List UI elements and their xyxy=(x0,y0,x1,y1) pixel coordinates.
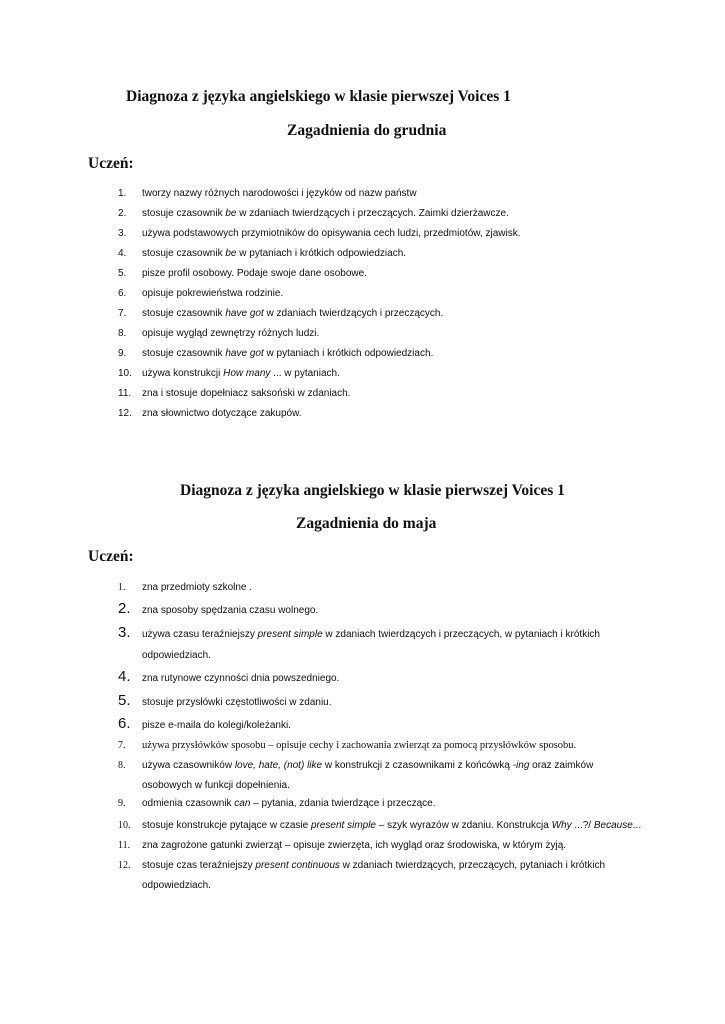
list-item-text xyxy=(142,673,339,684)
list-item-number: 2. xyxy=(118,208,127,219)
list-item-text xyxy=(142,798,436,809)
list-item-text xyxy=(142,740,576,751)
item-text-part: zna rutynowe czynności dnia powszedniego. xyxy=(142,673,340,684)
item-text-part: osobowych w funkcji dopełnienia. xyxy=(142,780,290,791)
list-item-number: 10. xyxy=(118,368,132,379)
list-item-text xyxy=(142,288,283,299)
list-item-text xyxy=(142,188,417,199)
italic-term: present simple xyxy=(257,629,323,640)
list-item-text xyxy=(142,388,350,399)
item-text-part: stosuje czasownik xyxy=(142,208,226,219)
section1-student-label: Uczeń: xyxy=(88,155,134,172)
list-item-number: 2. xyxy=(118,600,131,617)
item-text-part: ... xyxy=(632,820,642,831)
list-item-text xyxy=(142,629,600,640)
item-text-part: zna słownictwo dotyczące zakupów. xyxy=(142,408,302,419)
italic-term: have got xyxy=(225,308,264,319)
item-text-part: – szyk wyrazów w zdaniu. Konstrukcja xyxy=(376,820,552,831)
item-text-part: zna zagrożone gatunki zwierząt – opisuje zwierzęta, ich wygląd oraz środowiska, w którym żyją. xyxy=(142,840,567,851)
italic-term: How many xyxy=(223,368,271,379)
item-text-part: zna przedmioty szkolne . xyxy=(142,582,253,593)
item-text-part: używa konstrukcji xyxy=(142,368,224,379)
italic-term: be xyxy=(225,248,237,259)
list-item-continuation xyxy=(142,650,211,661)
list-item-number: 7. xyxy=(118,740,126,751)
item-text-part: zna i stosuje dopełniacz saksoński w zdaniach. xyxy=(142,388,351,399)
list-item-text xyxy=(142,328,319,339)
list-item-number: 3. xyxy=(118,624,131,641)
list-item-number: 7. xyxy=(118,308,127,319)
italic-term: love, hate, (not) like xyxy=(234,760,323,771)
list-item-number: 11. xyxy=(118,388,132,399)
italic-term: can xyxy=(234,798,251,809)
italic-term: be xyxy=(225,208,237,219)
item-text-part: stosuje czasownik xyxy=(142,248,226,259)
section2-student-label: Uczeń: xyxy=(88,548,134,565)
list-item-text xyxy=(142,860,605,871)
list-item-number: 8. xyxy=(118,760,126,771)
item-text-part: odmienia czasownik xyxy=(142,798,235,809)
item-text-part: pisze profil osobowy. Podaje swoje dane osobowe. xyxy=(142,268,367,279)
item-text-part: w zdaniach twierdzących i przeczących, w pytaniach i krótkich xyxy=(322,629,600,640)
list-item-number: 6. xyxy=(118,288,127,299)
list-item-continuation xyxy=(142,780,290,791)
italic-term: Why xyxy=(551,820,572,831)
item-text-part: używa przysłówków sposobu – opisuje cechy i zachowania zwierząt za pomocą przysłówków sposobu. xyxy=(142,740,577,751)
list-item-number: 4. xyxy=(118,668,131,685)
item-text-part: oraz zaimków xyxy=(529,760,594,771)
list-item-text xyxy=(142,820,641,831)
list-item-text xyxy=(142,760,593,771)
list-item-number: 10. xyxy=(118,820,131,831)
item-text-part: stosuje czas teraźniejszy xyxy=(142,860,256,871)
list-item-number: 9. xyxy=(118,798,126,809)
item-text-part: używa czasu teraźniejszy xyxy=(142,629,258,640)
list-item-number: 1. xyxy=(118,188,127,199)
item-text-part: stosuje konstrukcje pytające w czasie xyxy=(142,820,311,831)
section1-title: Diagnoza z języka angielskiego w klasie pierwszej Voices 1 xyxy=(126,88,511,105)
list-item-number: 5. xyxy=(118,692,131,709)
list-item-text xyxy=(142,605,318,616)
item-text-part: w pytaniach i krótkich odpowiedziach. xyxy=(236,248,407,259)
list-item-text xyxy=(142,697,332,708)
list-item-text xyxy=(142,308,443,319)
list-item-number: 4. xyxy=(118,248,127,259)
item-text-part: opisuje wygląd zewnętrzy różnych ludzi. xyxy=(142,328,320,339)
list-item-number: 1. xyxy=(118,582,126,593)
item-text-part: używa czasowników xyxy=(142,760,235,771)
item-text-part: opisuje pokrewieństwa rodzinie. xyxy=(142,288,284,299)
item-text-part: ...?/ xyxy=(571,820,594,831)
item-text-part: stosuje czasownik xyxy=(142,348,226,359)
list-item-text xyxy=(142,720,291,731)
item-text-part: używa podstawowych przymiotników do opisywania cech ludzi, przedmiotów, zjawisk. xyxy=(142,228,521,239)
item-text-part: tworzy nazwy różnych narodowości i języków od nazw państw xyxy=(142,188,417,199)
list-item-text xyxy=(142,408,302,419)
list-item-text xyxy=(142,582,252,593)
list-item-text xyxy=(142,268,367,279)
list-item-number: 11. xyxy=(118,840,131,851)
item-text-part: w zdaniach twierdzących i przeczących. Zaimki dzierżawcze. xyxy=(236,208,509,219)
italic-term: present simple xyxy=(310,820,376,831)
list-item-text xyxy=(142,248,406,259)
item-text-part: w pytaniach i krótkich odpowiedziach. xyxy=(263,348,434,359)
section2-subtitle: Zagadnienia do maja xyxy=(296,515,437,532)
item-text-part: – pytania, zdania twierdzące i przeczące. xyxy=(250,798,436,809)
item-text-part: ... w pytaniach. xyxy=(270,368,340,379)
list-item-number: 12. xyxy=(118,408,132,419)
list-item-number: 5. xyxy=(118,268,127,279)
italic-term: have got xyxy=(225,348,264,359)
list-item-continuation xyxy=(142,880,211,891)
list-item-text xyxy=(142,228,521,239)
italic-term: -ing xyxy=(512,760,530,771)
italic-term: Because xyxy=(593,820,633,831)
italic-term: present continuous xyxy=(255,860,340,871)
list-item-number: 6. xyxy=(118,715,131,732)
item-text-part: odpowiedziach. xyxy=(142,880,211,891)
item-text-part: odpowiedziach. xyxy=(142,650,211,661)
section1-subtitle: Zagadnienia do grudnia xyxy=(287,122,447,139)
item-text-part: stosuje przysłówki częstotliwości w zdaniu. xyxy=(142,697,332,708)
list-item-number: 12. xyxy=(118,860,131,871)
list-item-text xyxy=(142,348,433,359)
list-item-text xyxy=(142,840,566,851)
item-text-part: w zdaniach twierdzących, przeczących, pytaniach i krótkich xyxy=(339,860,606,871)
list-item-text xyxy=(142,208,509,219)
list-item-number: 8. xyxy=(118,328,127,339)
list-item-number: 3. xyxy=(118,228,127,239)
list-item-number: 9. xyxy=(118,348,127,359)
list-item-text xyxy=(142,368,340,379)
item-text-part: w zdaniach twierdzących i przeczących. xyxy=(263,308,444,319)
item-text-part: w konstrukcji z czasownikami z końcówką xyxy=(322,760,513,771)
item-text-part: pisze e-maila do kolegi/koleżanki. xyxy=(142,720,291,731)
item-text-part: zna sposoby spędzania czasu wolnego. xyxy=(142,605,319,616)
section2-title: Diagnoza z języka angielskiego w klasie pierwszej Voices 1 xyxy=(180,482,565,499)
item-text-part: stosuje czasownik xyxy=(142,308,226,319)
